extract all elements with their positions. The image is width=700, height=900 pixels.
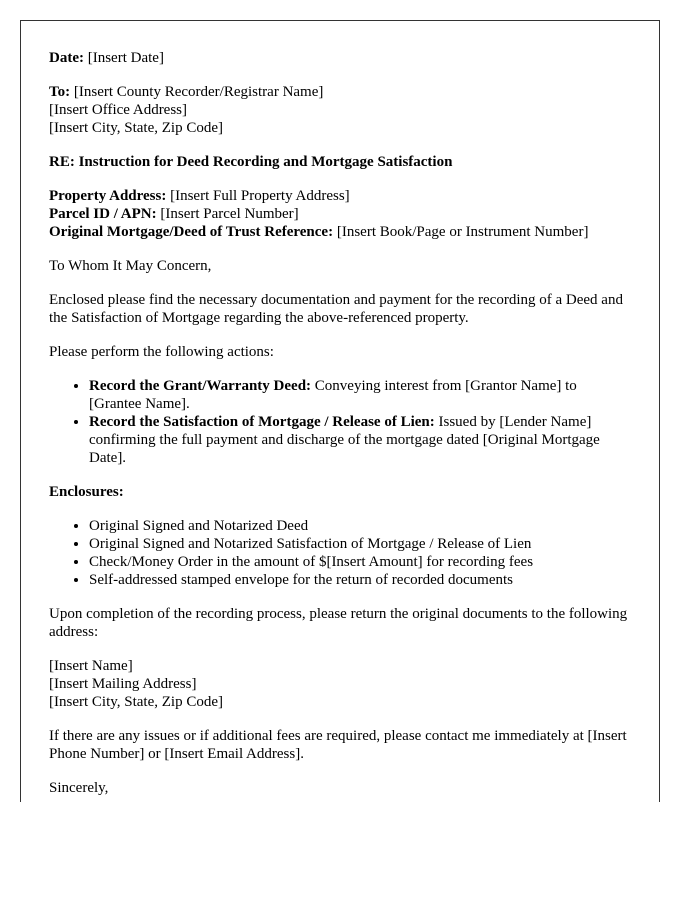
closing: Sincerely,: [49, 780, 109, 796]
list-item: • Check/Money Order in the amount of $[Insert Amount] for recording fees: [89, 553, 631, 571]
list-item: • Record the Grant/Warranty Deed: Conveying interest from [Grantor Name] to [Grantee Name].: [89, 377, 631, 413]
letter-page: [20, 20, 660, 802]
date-line: Date: [Insert Date]: [49, 50, 164, 66]
enclosures-list: [49, 517, 631, 589]
list-item: • Original Signed and Notarized Deed: [89, 517, 631, 535]
intro-paragraph: Enclosed please find the necessary documentation and payment for the recording of a Deed and the Satisfaction of Mortgage regarding the above-referenced property.: [49, 292, 623, 326]
list-item: • Self-addressed stamped envelope for the return of recorded documents: [89, 571, 631, 589]
property-details: Property Address: [Insert Full Property Address] Parcel ID / APN: [Insert Parcel Number] Original Mortgage/Deed of Trust Reference: [Insert Book/Page or Instrument Number]: [49, 188, 589, 240]
list-item: • Record the Satisfaction of Mortgage / Release of Lien: Issued by [Lender Name] confirming the full payment and discharge of the mortgage dated [Original Mortgage Date].: [89, 413, 631, 467]
list-item: • Original Signed and Notarized Satisfaction of Mortgage / Release of Lien: [89, 535, 631, 553]
return-instructions: Upon completion of the recording process, please return the original documents to the following address:: [49, 606, 628, 640]
enclosures-heading: Enclosures:: [49, 484, 124, 500]
actions-intro: Please perform the following actions:: [49, 344, 274, 360]
actions-list: [49, 377, 631, 467]
subject-line: RE: Instruction for Deed Recording and Mortgage Satisfaction: [49, 154, 453, 170]
recipient-block: To: [Insert County Recorder/Registrar Name] [Insert Office Address] [Insert City, State, Zip Code]: [49, 84, 324, 136]
return-address: [Insert Name] [Insert Mailing Address] [Insert City, State, Zip Code]: [49, 658, 223, 710]
contact-paragraph: If there are any issues or if additional fees are required, please contact me immediately at [Insert Phone Number] or [Insert Email Address].: [49, 728, 627, 762]
salutation: To Whom It May Concern,: [49, 258, 212, 274]
